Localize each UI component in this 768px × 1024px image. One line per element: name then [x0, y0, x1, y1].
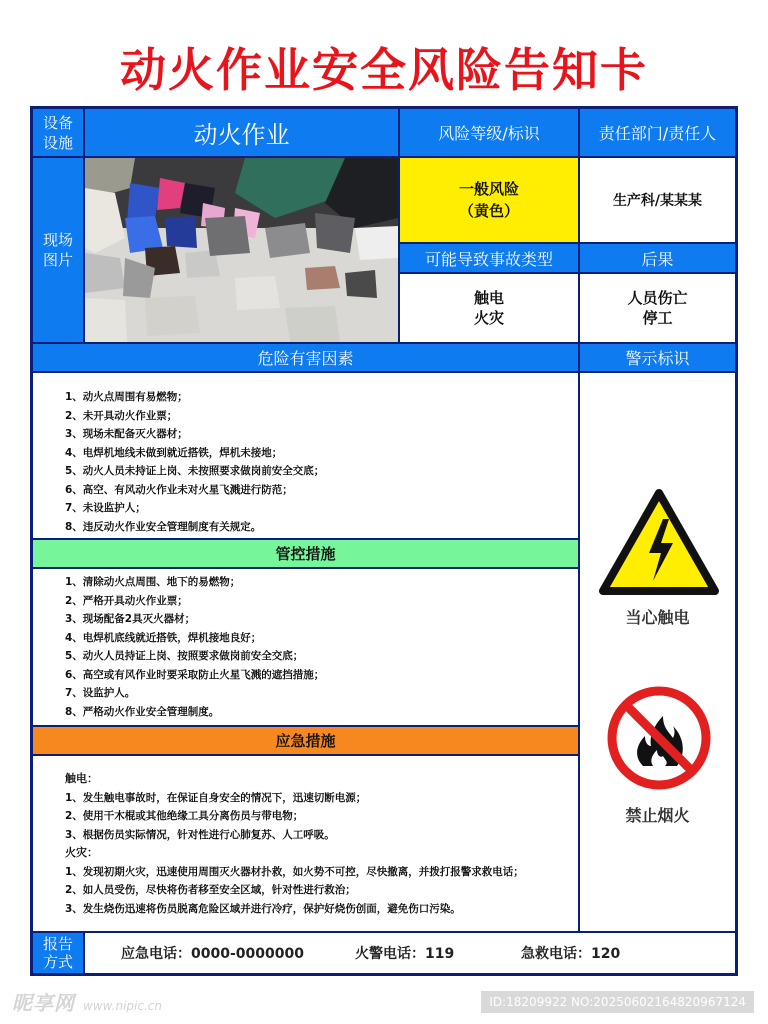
report-phones — [83, 931, 735, 973]
list-item: 4、电焊机底线就近搭铁，焊机接地良好； — [65, 631, 262, 644]
scene-photo — [83, 156, 398, 342]
fire-subtitle: 火灾： — [65, 846, 98, 859]
hazards-list-box — [33, 371, 578, 538]
report-label: 报告 方式 — [33, 931, 83, 973]
fire-list — [65, 863, 578, 919]
responsible-header: 责任部门/责任人 — [578, 109, 735, 156]
list-item: 1、清除动火点周围、地下的易燃物； — [65, 576, 241, 588]
responsible-value: 生产科/某某某 — [578, 156, 735, 242]
list-item: 3、现场配备2具灭火器材； — [65, 613, 196, 625]
equipment-label: 设备 设施 — [33, 109, 83, 156]
page-title: 动火作业安全风险告知卡 — [120, 43, 648, 97]
risk-card — [30, 106, 738, 976]
consequence-value: 人员伤亡 停工 — [578, 272, 735, 342]
list-item: 7、设监护人。 — [65, 687, 136, 699]
list-item: 3、根据伤员实际情况，针对性进行心肺复苏、人工呼吸。 — [65, 828, 335, 841]
list-item: 6、高空或有风作业时要采取防止火星飞溅的遮挡措施； — [65, 668, 325, 681]
fire-phone: 火警电话：119 — [355, 946, 455, 962]
watermark-bar — [0, 979, 768, 1024]
emergency-list-box — [33, 754, 578, 931]
no-fire-sign-label: 禁止烟火 — [625, 806, 690, 825]
list-item: 1、动火点周围有易燃物； — [65, 391, 188, 403]
warning-signs-panel — [578, 371, 735, 931]
hazards-list — [65, 388, 578, 536]
list-item: 5、动火人员未持证上岗、未按照要求做岗前安全交底； — [65, 465, 325, 477]
list-item: 8、严格动火作业安全管理制度。 — [65, 705, 220, 718]
list-item: 2、如人员受伤，尽快将伤者移至安全区域，针对性进行救治； — [65, 884, 356, 896]
list-item: 2、使用干木棍或其他绝缘工具分离伤员与带电物； — [65, 810, 304, 822]
list-item: 2、未开具动火作业票； — [65, 409, 178, 422]
work-name: 动火作业 — [83, 109, 398, 156]
list-item: 8、违反动火作业安全管理制度有关规定。 — [65, 520, 262, 533]
hazards-header: 危险有害因素 — [33, 342, 578, 371]
list-item: 5、动火人员持证上岗、按照要求做岗前安全交底； — [65, 650, 304, 662]
first-aid-phone: 急救电话：120 — [521, 946, 621, 962]
shock-subtitle: 触电： — [65, 772, 98, 785]
accident-type-header: 可能导致事故类型 — [398, 242, 578, 272]
list-item: 3、现场未配备灭火器材； — [65, 428, 188, 440]
list-item: 4、电焊机地线未做到就近搭铁，焊机未接地； — [65, 446, 283, 459]
control-header: 管控措施 — [33, 538, 578, 567]
list-item: 3、发生烧伤迅速将伤员脱离危险区域并进行冷疗，保护好烧伤创面，避免伤口污染。 — [65, 902, 461, 915]
photo-label: 现场 图片 — [33, 156, 83, 342]
list-item: 1、发生触电事故时，在保证自身安全的情况下，迅速切断电源； — [65, 791, 367, 804]
electric-shock-warning-icon — [597, 487, 721, 599]
control-list — [65, 573, 578, 721]
list-item: 6、高空、有风动火作业未对火星飞溅进行防范； — [65, 483, 293, 496]
scene-photo-image — [85, 158, 398, 342]
no-fire-icon — [607, 686, 711, 790]
image-id-watermark: ID:18209922 NO:20250602164820967124 — [481, 991, 754, 1013]
shock-sign-label: 当心触电 — [625, 608, 690, 627]
risk-level-value: 一般风险 （黄色） — [398, 156, 578, 242]
emergency-phone: 应急电话：0000-0000000 — [121, 946, 304, 962]
list-item: 1、发现初期火灾，迅速使用周围灭火器材扑救，如火势不可控，尽快撤离，并拨打报警求救电话； — [65, 865, 524, 878]
shock-list — [65, 789, 578, 845]
list-item: 2、严格开具动火作业票； — [65, 594, 188, 607]
emergency-header: 应急措施 — [33, 725, 578, 754]
site-name: 昵享网 — [12, 991, 75, 1015]
consequence-header: 后果 — [578, 242, 735, 272]
warning-signs-header: 警示标识 — [578, 342, 735, 371]
site-watermark — [12, 987, 162, 1016]
site-url: www.nipic.cn — [83, 999, 162, 1013]
control-list-box — [33, 567, 578, 725]
list-item: 7、未设监护人； — [65, 502, 146, 514]
risk-level-header: 风险等级/标识 — [398, 109, 578, 156]
accident-type-value: 触电 火灾 — [398, 272, 578, 342]
